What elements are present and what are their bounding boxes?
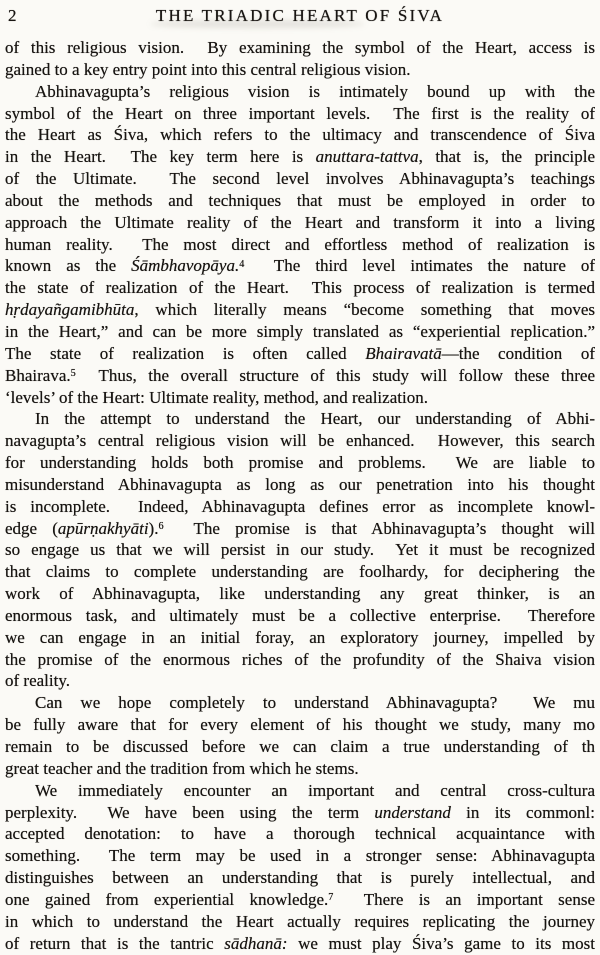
text-line: symbol of the Heart on three important levels. The first is the reality of — [5, 103, 595, 123]
text-line: we can engage in an initial foray, an exploratory journey, impelled by — [5, 627, 595, 647]
scan-smudge-artifact — [150, 20, 365, 28]
text-line: in the Heart. The key term here is anuttara-tattva, that is, the principle — [5, 147, 595, 167]
text-line: distinguishes between an understanding that is purely intellectual, and — [5, 868, 595, 888]
text-line: of the Ultimate. The second level involves Abhinavagupta’s teachings — [5, 169, 595, 189]
text-line: of reality. — [5, 671, 70, 691]
text-line: great teacher and the tradition from which he stems. — [5, 758, 359, 778]
text-line: approach the Ultimate reality of the Heart and transform it into a living — [5, 212, 595, 232]
text-line: of this religious vision. By examining the symbol of the Heart, access is — [5, 38, 595, 57]
text-line: gained to a key entry point into this central religious vision. — [5, 59, 411, 79]
text-line: Can we hope completely to understand Abhinavagupta? We mu — [35, 693, 595, 713]
text-line: the promise of the enormous riches of the profundity of the Shaiva vision — [5, 649, 595, 669]
text-line: that claims to complete understanding are foolhardy, for deciphering the — [5, 562, 595, 582]
text-line: edge (apūrṇakhyāti).$^6$ The promise is that Abhinavagupta’s thought will — [5, 518, 595, 538]
text-line: We immediately encounter an important and central cross-cultura — [35, 780, 595, 800]
text-line: in the Heart,” and can be more simply translated as “experiential replication.” — [5, 321, 595, 341]
text-line: Abhinavagupta’s religious vision is intimately bound up with the — [35, 81, 595, 101]
text-line: enormous task, and ultimately must be a collective enterprise. Therefore — [5, 605, 595, 625]
text-line: perplexity. We have been using the term understand in its commonl: — [5, 802, 595, 822]
running-title: THE TRIADIC HEART OF ŚIVA — [155, 6, 445, 25]
text-line: be fully aware that for every element of his thought we study, many mo — [5, 715, 595, 735]
text-line: accepted denotation: to have a thorough technical acquaintance with — [5, 824, 595, 844]
text-line: so engage us that we will persist in our study. Yet it must be recognized — [5, 540, 595, 560]
text-line: the Heart as Śiva, which refers to the ultimacy and transcendence of Śiva — [5, 125, 595, 145]
text-line: of return that is the tantric sādhanā: we must play Śiva’s game to its most — [5, 933, 595, 953]
text-line: is incomplete. Indeed, Abhinavagupta defines error as incomplete knowl- — [5, 496, 595, 516]
text-line: In the attempt to understand the Heart, our understanding of Abhi- — [35, 409, 595, 429]
text-line: The state of realization is often called Bhairavatā—the condition of — [5, 343, 595, 363]
text-line: known as the Śāmbhavopāya.$^4$ The third level intimates the nature of — [5, 256, 595, 276]
text-line: in which to understand the Heart actually requires replicating the journey — [5, 911, 595, 931]
text-line: remain to be discussed before we can claim a true understanding of th — [5, 737, 595, 756]
page-text — [5, 37, 595, 954]
text-line: hṛdayañgamibhūta, which literally means “become something that moves — [5, 300, 595, 320]
text-line: navagupta’s central religious vision will be enhanced. However, this search — [5, 431, 595, 451]
page-number: 2 — [8, 6, 17, 25]
text-line: for understanding holds both promise and problems. We are liable to — [5, 453, 595, 473]
text-line: something. The term may be used in a stronger sense: Abhinavagupta — [5, 846, 595, 866]
text-line: ‘levels’ of the Heart: Ultimate reality, method, and realization. — [5, 387, 428, 407]
text-line: one gained from experiential knowledge.$^7$ There is an important sense — [5, 889, 595, 909]
text-line: misunderstand Abhinavagupta as long as our penetration into his thought — [5, 474, 595, 494]
text-line: the state of realization of the Heart. This process of realization is termed — [5, 278, 595, 298]
text-line: work of Abhinavagupta, like understanding any great thinker, is an — [5, 584, 595, 604]
text-line: about the methods and techniques that must be employed in order to — [5, 190, 595, 210]
text-line: human reality. The most direct and effortless method of realization is — [5, 234, 595, 254]
text-line: Bhairava.$^5$ Thus, the overall structure of this study will follow these three — [5, 365, 595, 385]
